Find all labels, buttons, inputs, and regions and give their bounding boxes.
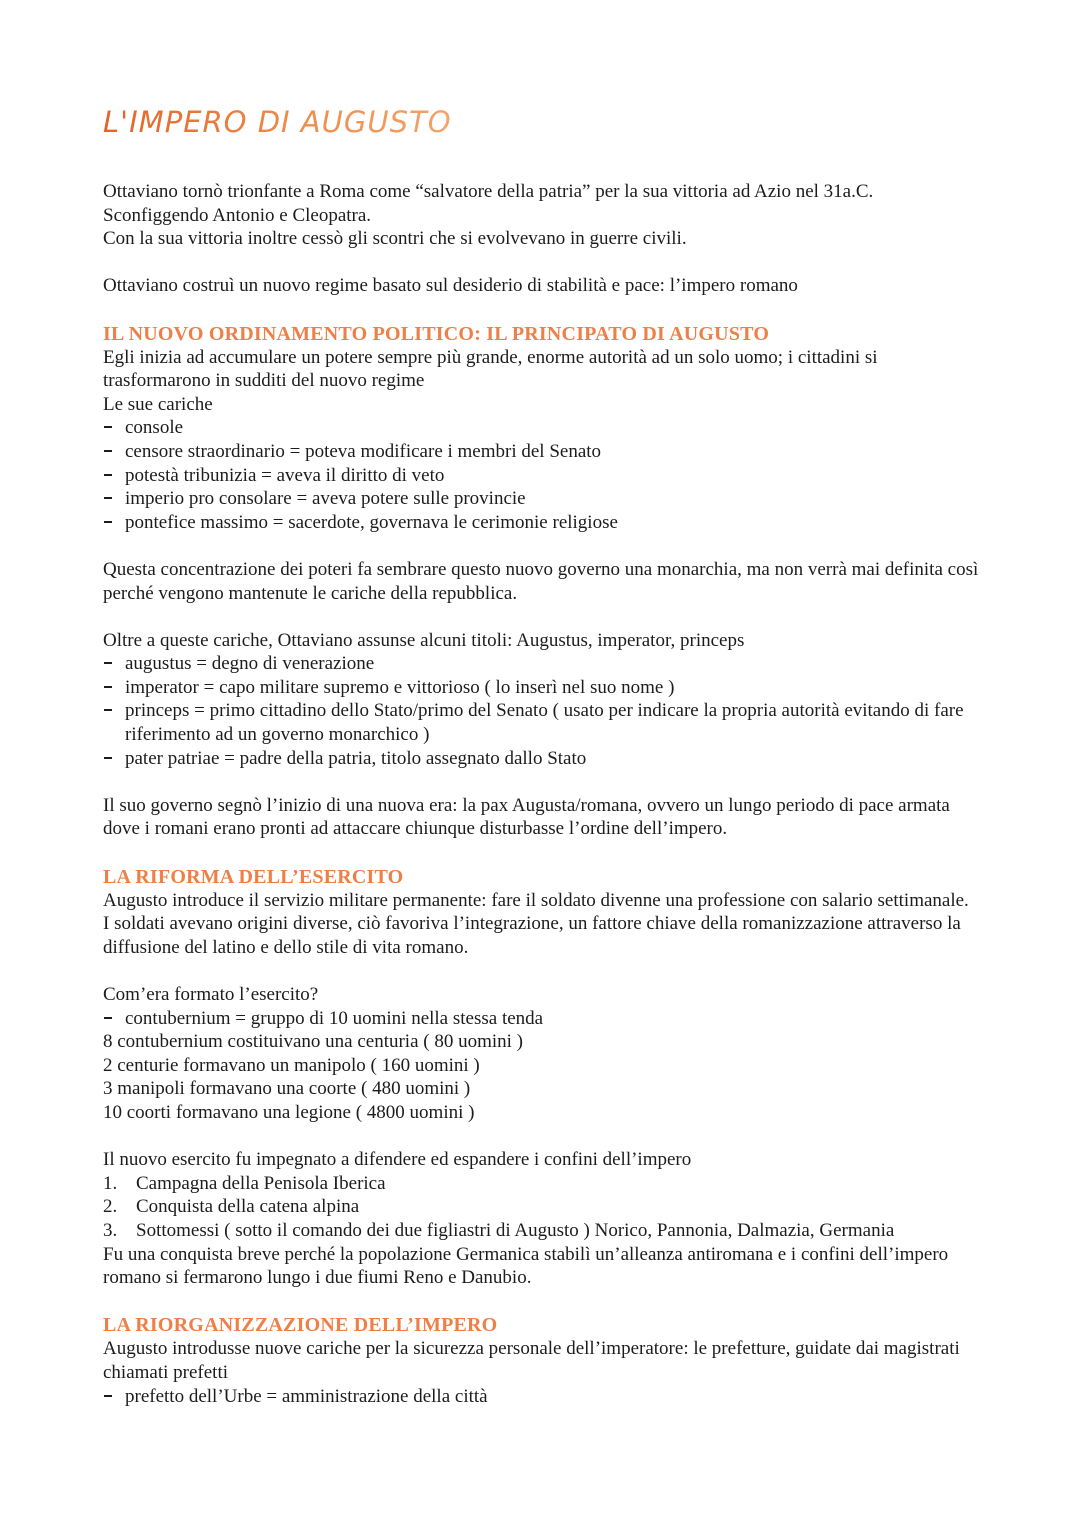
- section2-paragraph-2: I soldati avevano origini diverse, ciò favoriva l’integrazione, un fattore chiave della romanizzazione attraverso la diffusione del latino e dello stile di vita romano.: [103, 913, 961, 958]
- list-item: imperator = capo militare supremo e vittorioso ( lo inserì nel suo nome ): [103, 676, 983, 700]
- list-item: augustus = degno di venerazione: [103, 652, 983, 676]
- esercito-line: 3 manipoli formavano una coorte ( 480 uomini ): [103, 1078, 471, 1100]
- list-item: contubernium = gruppo di 10 uomini nella stessa tenda: [103, 1007, 983, 1031]
- list-item-text: Conquista della catena alpina: [136, 1196, 360, 1218]
- list-item: [103, 1219, 983, 1243]
- list-number: 3.: [103, 1219, 118, 1241]
- section-heading-riorganizzazione: LA RIORGANIZZAZIONE DELL’IMPERO: [103, 1314, 498, 1337]
- list-item-text: Campagna della Penisola Iberica: [136, 1172, 386, 1194]
- intro-paragraph-2: Sconfiggendo Antonio e Cleopatra.: [103, 204, 372, 226]
- section2-paragraph-1: Augusto introduce il servizio militare permanente: fare il soldato divenne una professione con salario settimanale.: [103, 889, 969, 911]
- section1-paragraph-3: Questa concentrazione dei poteri fa sembrare questo nuovo governo una monarchia, ma non verrà mai definita così perché vengono mantenute le cariche della repubblica.: [103, 558, 979, 604]
- titoli-list: [103, 652, 983, 770]
- section2-paragraph-5: Fu una conquista breve perché la popolazione Germanica stabilì un’alleanza antiromana e i confini dell’impero romano si fermarono lungo i due fiumi Reno e Danubio.: [103, 1243, 949, 1289]
- intro-paragraph-3: Con la sua vittoria inoltre cessò gli scontri che si evolvevano in guerre civili.: [103, 228, 687, 250]
- section2-paragraph-4: Il nuovo esercito fu impegnato a difendere ed espandere i confini dell’impero: [103, 1149, 692, 1171]
- section1-paragraph-5: Il suo governo segnò l’inizio di una nuova era: la pax Augusta/romana, ovvero un lungo periodo di pace armata dove i romani erano pronti ad attaccare chiunque disturbasse l’ordine dell’impero.: [103, 794, 950, 840]
- list-item-text: Sottomessi ( sotto il comando dei due figliastri di Augusto ) Norico, Pannonia, Dalmazia, Germania: [136, 1219, 895, 1241]
- document-page: [103, 100, 983, 1408]
- list-item: [103, 1195, 983, 1219]
- list-item: console: [103, 416, 983, 440]
- list-item: pater patriae = padre della patria, titolo assegnato dallo Stato: [103, 747, 983, 771]
- list-item: censore straordinario = poteva modificare i membri del Senato: [103, 440, 983, 464]
- esercito-line: 10 coorti formavano una legione ( 4800 uomini ): [103, 1101, 475, 1123]
- section1-paragraph-4: Oltre a queste cariche, Ottaviano assunse alcuni titoli: Augustus, imperator, princeps: [103, 629, 745, 651]
- esercito-list: [103, 1007, 983, 1031]
- prefetture-list: [103, 1385, 983, 1409]
- list-item: prefetto dell’Urbe = amministrazione della città: [103, 1385, 983, 1409]
- section1-paragraph-1: Egli inizia ad accumulare un potere sempre più grande, enorme autorità ad un solo uomo; i cittadini si trasformarono in sudditi del nuovo regime: [103, 346, 878, 392]
- list-item: [103, 1172, 983, 1196]
- section3-paragraph-1: Augusto introdusse nuove cariche per la sicurezza personale dell’imperatore: le prefetture, guidate dai magistrati chiamati prefetti: [103, 1338, 960, 1383]
- campagne-list: [103, 1172, 983, 1243]
- list-item: pontefice massimo = sacerdote, governava le cerimonie religiose: [103, 511, 983, 535]
- list-number: 1.: [103, 1172, 118, 1194]
- section-heading-esercito: LA RIFORMA DELL’ESERCITO: [103, 865, 404, 888]
- intro-paragraph-1: Ottaviano tornò trionfante a Roma come “salvatore della patria” per la sua vittoria ad Azio nel 31a.C.: [103, 181, 874, 202]
- list-item: princeps = primo cittadino dello Stato/primo del Senato ( usato per indicare la propria autorità evitando di fare riferimento ad un governo monarchico ): [103, 699, 983, 746]
- cariche-list: [103, 416, 983, 534]
- list-number: 2.: [103, 1196, 118, 1218]
- section2-paragraph-3: Com’era formato l’esercito?: [103, 984, 319, 1005]
- esercito-line: 8 contubernium costituivano una centuria ( 80 uomini ): [103, 1031, 524, 1053]
- intro-paragraph-4: Ottaviano costruì un nuovo regime basato sul desiderio di stabilità e pace: l’impero romano: [103, 275, 798, 297]
- list-item: potestà tribunizia = aveva il diritto di veto: [103, 464, 983, 488]
- list-item: imperio pro consolare = aveva potere sulle provincie: [103, 487, 983, 511]
- page-title: L'IMPERO DI AUGUSTO: [103, 100, 452, 144]
- section1-paragraph-2: Le sue cariche: [103, 393, 213, 415]
- esercito-line: 2 centurie formavano un manipolo ( 160 uomini ): [103, 1054, 480, 1076]
- section-heading-principato: IL NUOVO ORDINAMENTO POLITICO: IL PRINCIPATO DI AUGUSTO: [103, 322, 770, 345]
